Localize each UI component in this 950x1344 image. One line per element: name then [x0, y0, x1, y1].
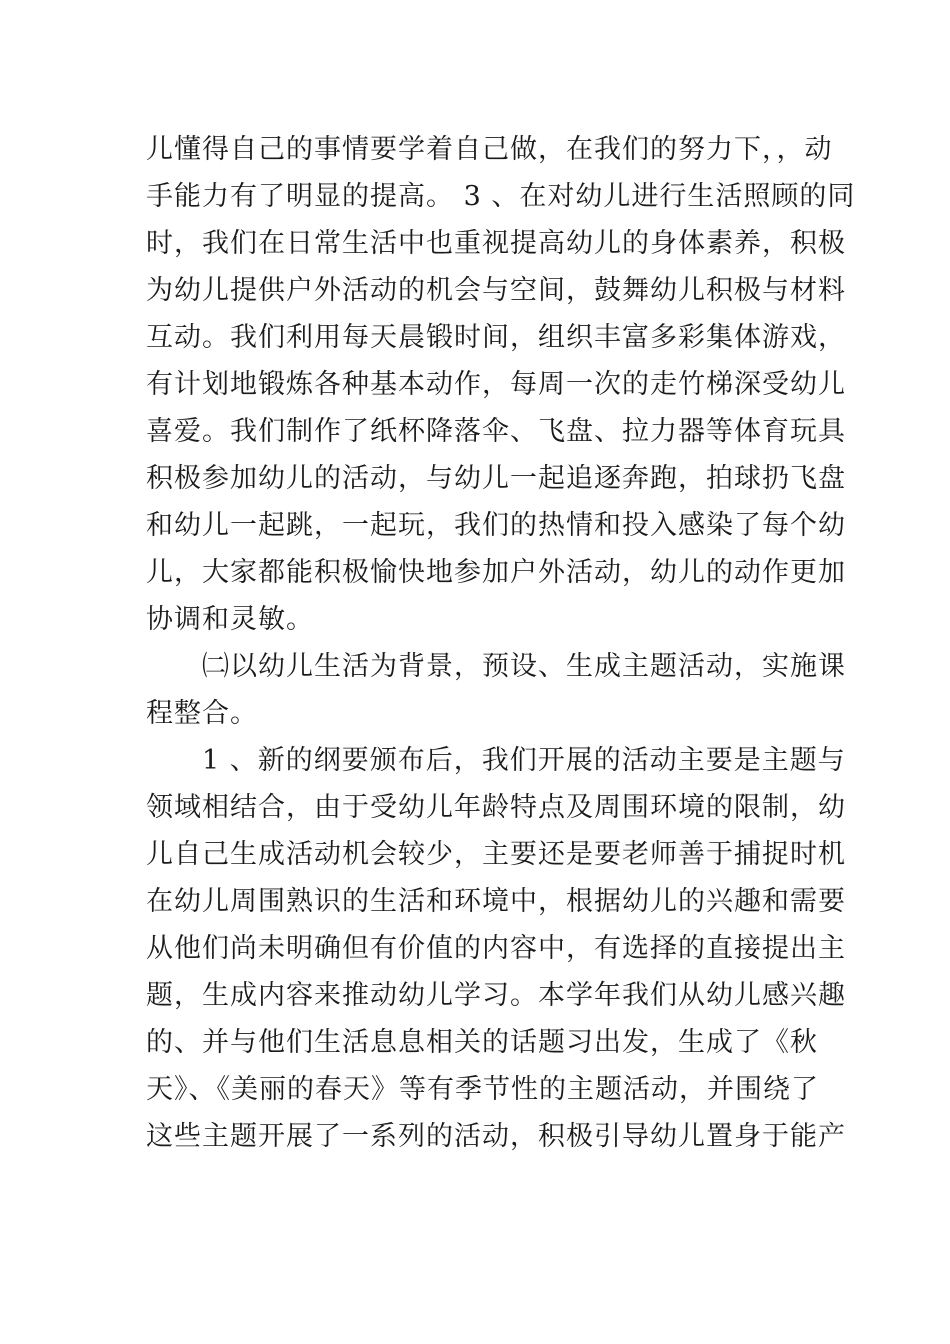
text-line: 积极参加幼儿的活动，与幼儿一起追逐奔跑，拍球扔飞盘: [146, 463, 846, 494]
text-line: 题，生成内容来推动幼儿学习。本学年我们从幼儿感兴趣: [146, 980, 846, 1011]
text-line: 喜爱。我们制作了纸杯降落伞、飞盘、拉力器等体育玩具: [146, 416, 846, 447]
text-line: 的、并与他们生活息息相关的话题习出发，生成了《秋: [146, 1027, 818, 1058]
text-line: 互动。我们利用每天晨锻时间，组织丰富多彩集体游戏，: [146, 322, 846, 353]
text-line: 和幼儿一起跳，一起玩，我们的热情和投入感染了每个幼: [146, 510, 846, 541]
text-line: 在幼儿周围熟识的生活和环境中，根据幼儿的兴趣和需要: [146, 886, 846, 917]
document-body: [146, 126, 856, 1160]
text-line: 领域相结合，由于受幼儿年龄特点及周围环境的限制，幼: [146, 792, 846, 823]
text-line: 这些主题开展了一系列的活动，积极引导幼儿置身于能产: [146, 1121, 846, 1152]
text-line: 为幼儿提供户外活动的机会与空间，鼓舞幼儿积极与材料: [146, 275, 846, 306]
text-line: 程整合。: [146, 698, 258, 729]
paragraph-heading-line: ㈡以幼儿生活为背景，预设、生成主题活动，实施课: [202, 651, 846, 682]
text-line: 协调和灵敏。: [146, 604, 314, 635]
text-line: 儿懂得自己的事情要学着自己做，在我们的努力下，，动: [146, 134, 833, 165]
text-line: 有计划地锻炼各种基本动作，每周一次的走竹梯深受幼儿: [146, 369, 846, 400]
text-line: 时，我们在日常生活中也重视提高幼儿的身体素养，积极: [146, 228, 846, 259]
text-line: 天》、《美丽的春天》等有季节性的主题活动，并围绕了: [146, 1074, 819, 1105]
text-line: 儿自己生成活动机会较少，主要还是要老师善于捕捉时机: [146, 839, 846, 870]
text-line: 儿，大家都能积极愉快地参加户外活动，幼儿的动作更加: [146, 557, 846, 588]
text-line: 手能力有了明显的提高。 3 、在对幼儿进行生活照顾的同: [146, 181, 856, 212]
paragraph-start-line: 1 、新的纲要颁布后，我们开展的活动主要是主题与: [202, 745, 846, 776]
text-line: 从他们尚未明确但有价值的内容中，有选择的直接提出主: [146, 933, 846, 964]
